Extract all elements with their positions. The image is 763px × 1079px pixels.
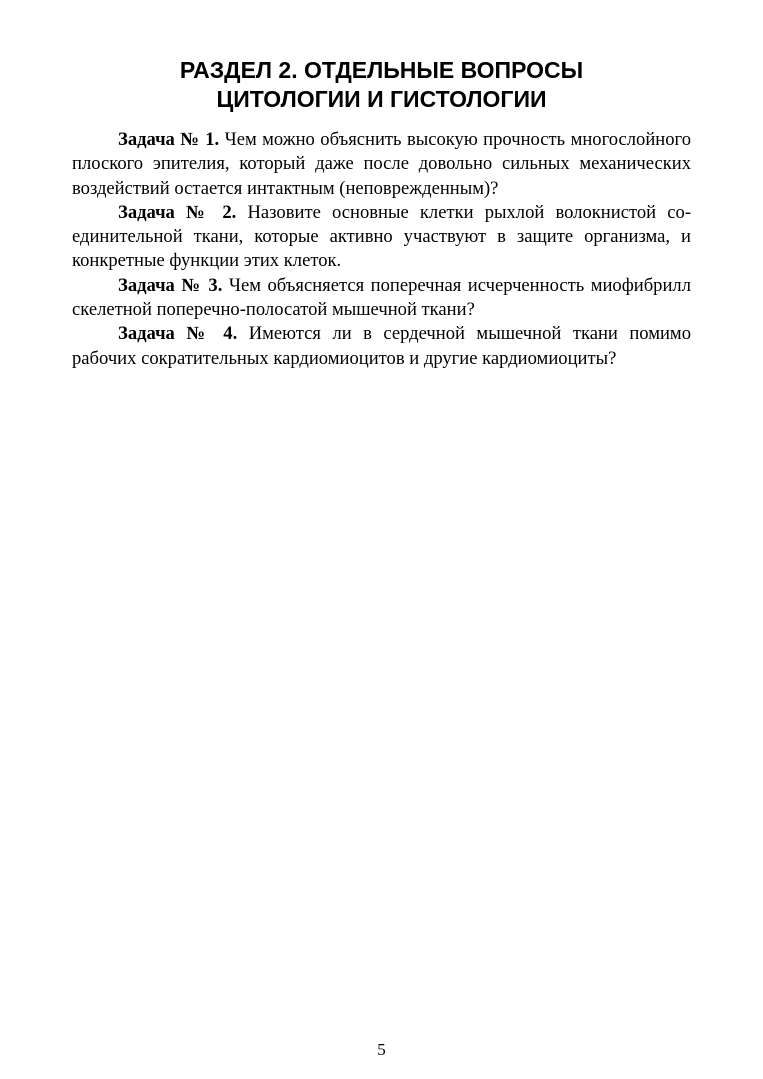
task-2 (72, 201, 691, 274)
task-4 (72, 322, 691, 371)
task-1 (72, 128, 691, 201)
task-list (72, 128, 691, 371)
page-title (72, 56, 691, 114)
task-3-label: Задача № 3. (118, 274, 223, 296)
page-title-line-2: ЦИТОЛОГИИ И ГИСТОЛОГИИ (216, 86, 547, 112)
page-title-line-1: РАЗДЕЛ 2. ОТДЕЛЬНЫЕ ВОПРОСЫ (179, 57, 584, 83)
task-3 (72, 274, 691, 323)
page-number: 5 (377, 1040, 386, 1059)
task-2-label: Задача № 2. (118, 201, 237, 223)
task-1-label: Задача № 1. (118, 129, 220, 150)
task-4-text: Имеются ли в сердечной мышечной ткани помимо рабочих сократительных кардиомиоцитов и другие кардиомиоциты? (72, 323, 691, 369)
task-4-label: Задача № 4. (118, 323, 238, 345)
task-1-text: Чем можно объяснить высокую прочность многослойного плоского эпителия, который даже после довольно сильных механических воздействий остается интактным (неповрежденным)? (72, 129, 692, 199)
task-2-text: Назовите основные клетки рыхлой волокнистой соединительной ткани, которые активно участвуют в защите организма, и конкретные функции этих клеток. (72, 201, 692, 272)
task-3-text: Чем объясняется поперечная исчерченность миофибрилл скелетной поперечно-полосатой мышечной ткани? (72, 274, 691, 321)
